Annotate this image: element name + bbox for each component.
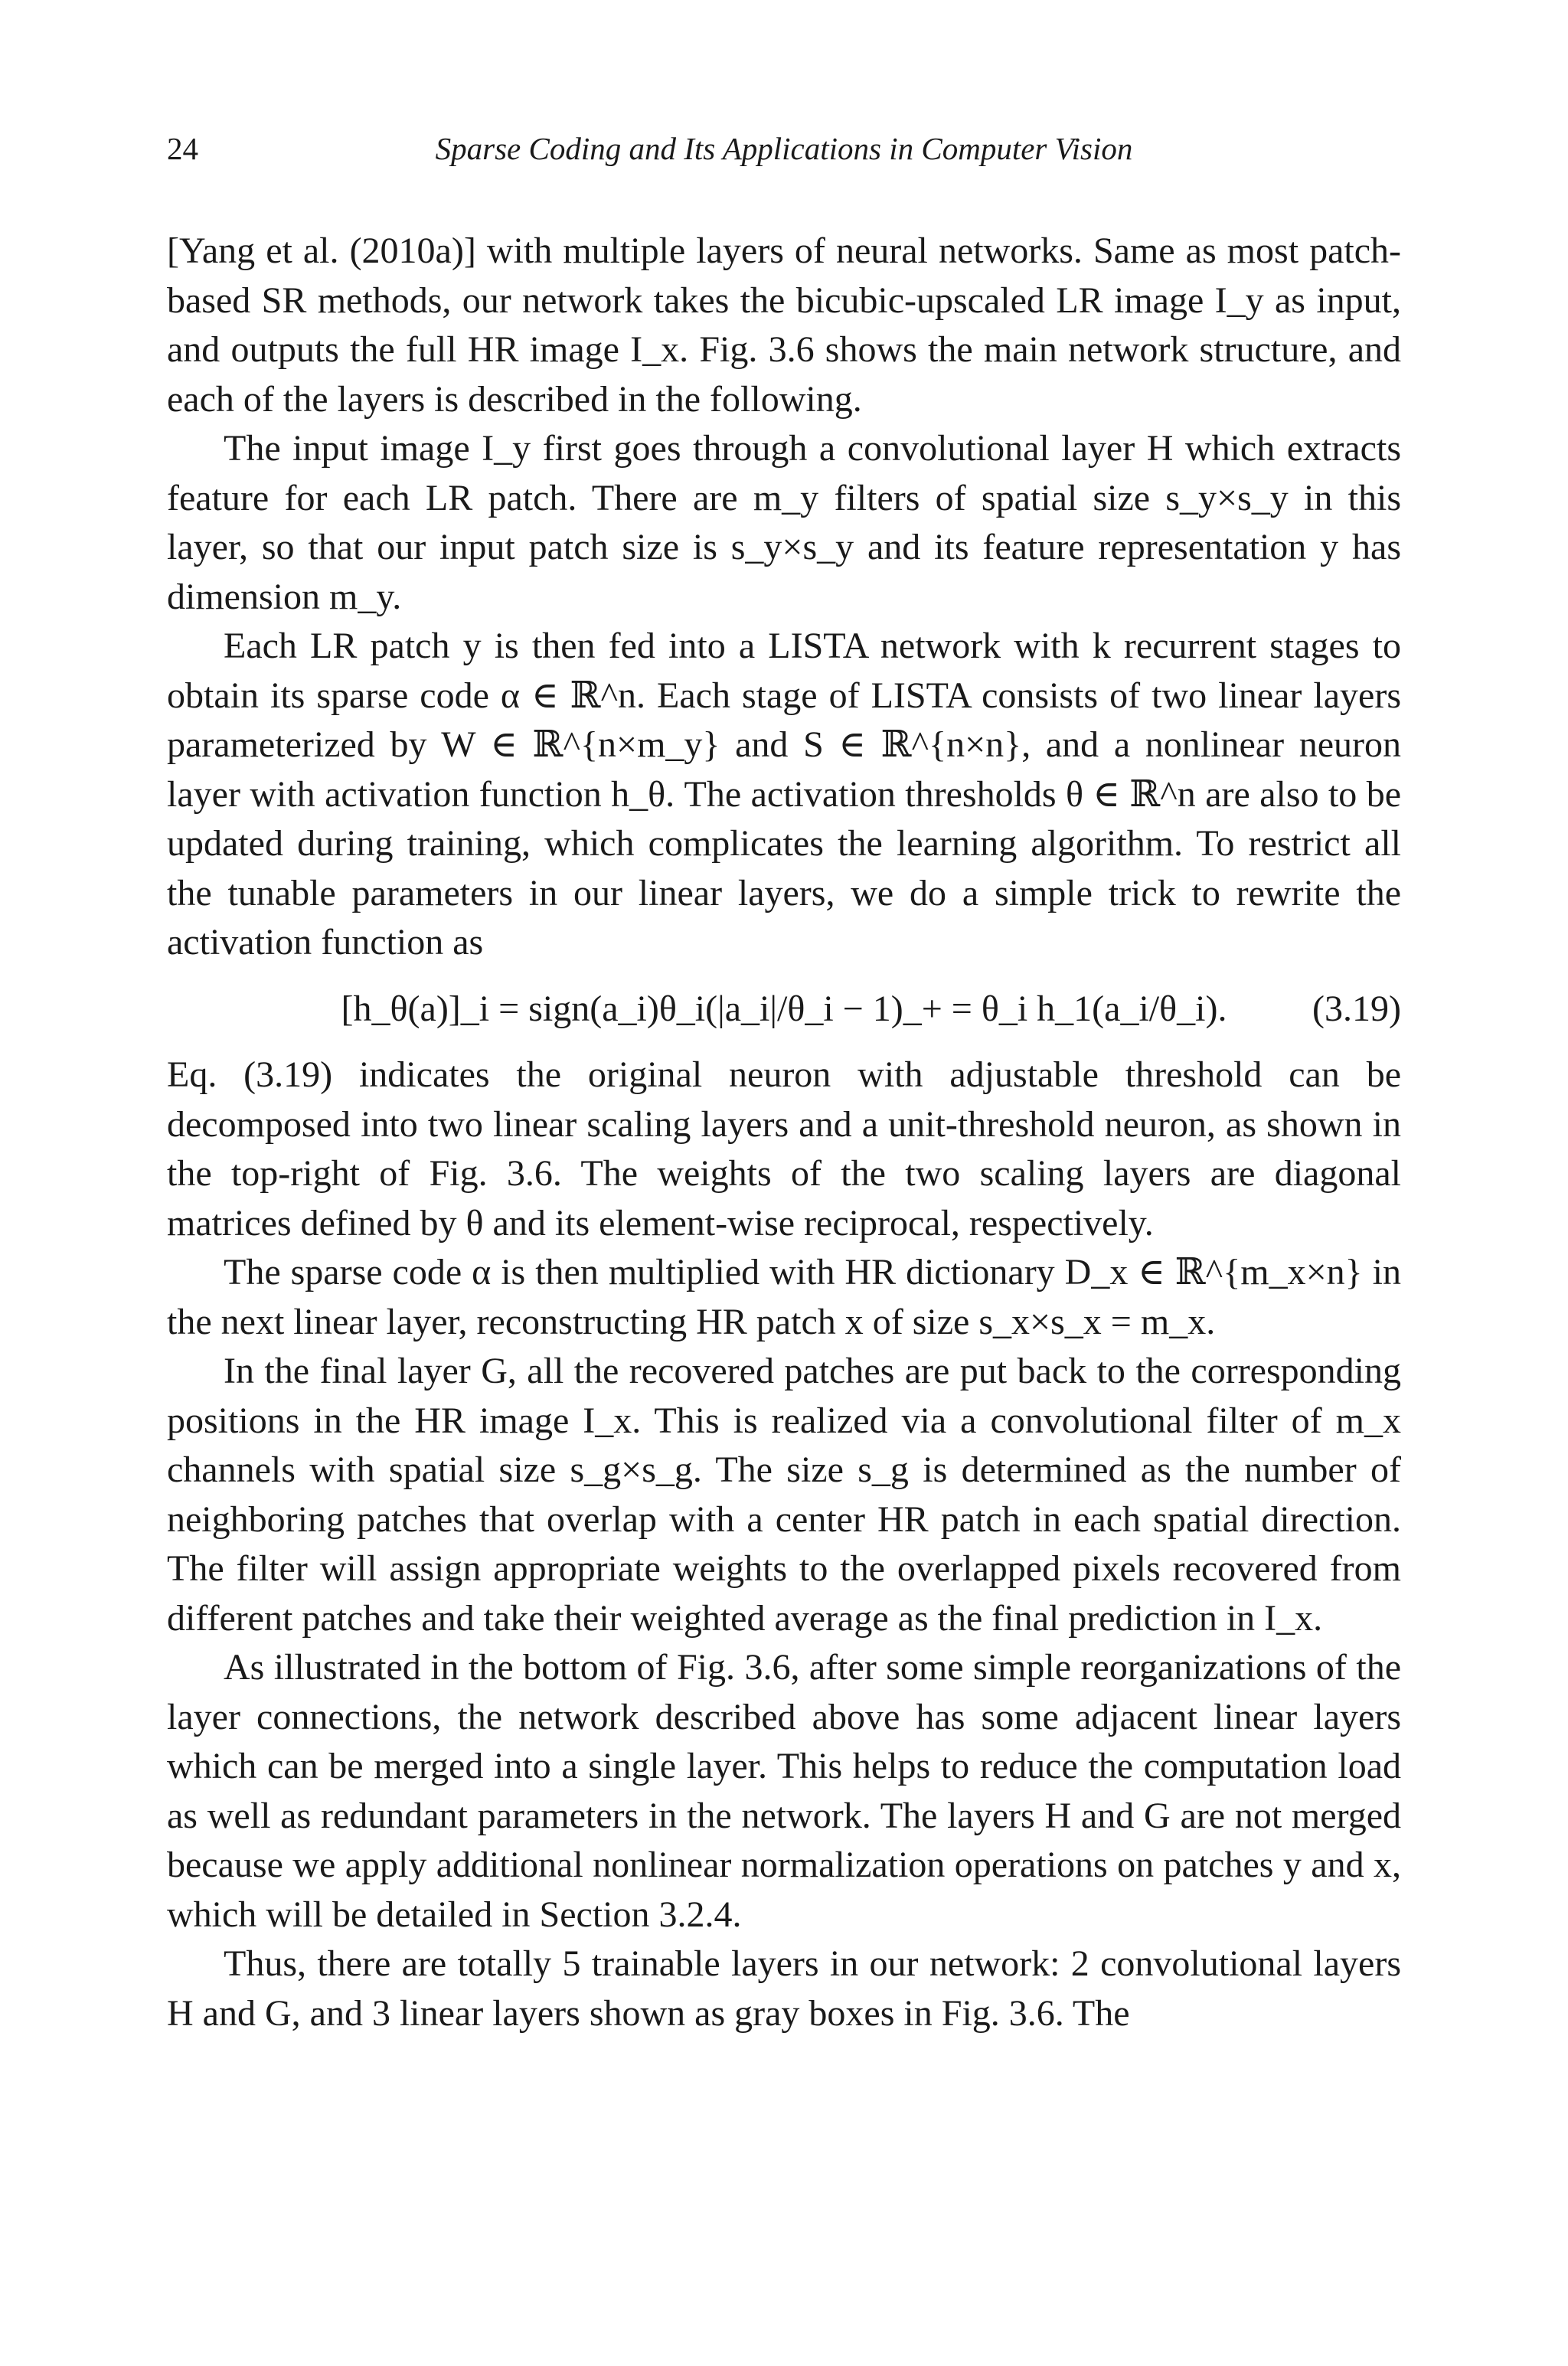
paragraph-6: In the final layer G, all the recovered patches are put back to the corresponding positions in the HR image I_x. This is realized via a convolutional filter of m_x channels with spatial size s_g×s_g. The size s_g is determined as the number of neighboring patches that overlap with a center HR patch in each spatial direction. The filter will assign appropriate weights to the overlapped pixels recovered from different patches and take their weighted average as the final prediction in I_x. [167, 1351, 1401, 1639]
page-number: 24 [167, 131, 198, 166]
paragraph-1: [Yang et al. (2010a)] with multiple layers of neural networks. Same as most patch-based SR methods, our network takes the bicubic-upscaled LR image I_y as input, and outputs the full HR image I_x. Fig. 3.6 shows the main network structure, and each of the layers is described in the following. [167, 230, 1401, 420]
paragraph-8: Thus, there are totally 5 trainable layers in our network: 2 convolutional layers H and G, and 3 linear layers shown as gray boxes in Fig. 3.6. The [167, 1943, 1401, 2034]
paragraph-7: As illustrated in the bottom of Fig. 3.6, after some simple reorganizations of the layer connections, the network described above has some adjacent linear layers which can be merged into a single layer. This helps to reduce the computation load as well as redundant parameters in the network. The layers H and G are not merged because we apply additional nonlinear normalization operations on patches y and x, which will be detailed in Section 3.2.4. [167, 1647, 1401, 1935]
paragraph-4: Eq. (3.19) indicates the original neuron with adjustable threshold can be decomposed into two linear scaling layers and a unit-threshold neuron, as shown in the top-right of Fig. 3.6. The weights of the two scaling layers are diagonal matrices defined by θ and its element-wise reciprocal, respectively. [167, 1054, 1401, 1243]
equation-3-19 [167, 985, 1401, 1034]
equation-body: [h_θ(a)]_i = sign(a_i)θ_i(|a_i|/θ_i − 1)_+ = θ_i h_1(a_i/θ_i). [341, 988, 1227, 1029]
paragraph-2: The input image I_y first goes through a convolutional layer H which extracts feature for each LR patch. There are m_y filters of spatial size s_y×s_y in this layer, so that our input patch size is s_y×s_y and its feature representation y has dimension m_y. [167, 428, 1401, 617]
running-title: Sparse Coding and Its Applications in Computer Vision [435, 131, 1133, 166]
equation-number: (3.19) [1312, 988, 1401, 1029]
body-text [167, 227, 1401, 2038]
page-header [167, 126, 1401, 172]
paragraph-3: Each LR patch y is then fed into a LISTA network with k recurrent stages to obtain its sparse code α ∈ ℝ^n. Each stage of LISTA consists of two linear layers parameterized by W ∈ ℝ^{n×m_y} and S ∈ ℝ^{n×n}, and a nonlinear neuron layer with activation function h_θ. The activation thresholds θ ∈ ℝ^n are also to be updated during training, which complicates the learning algorithm. To restrict all the tunable parameters in our linear layers, we do a simple trick to rewrite the activation function as [167, 626, 1401, 962]
paragraph-5: The sparse code α is then multiplied with HR dictionary D_x ∈ ℝ^{m_x×n} in the next linear layer, reconstructing HR patch x of size s_x×s_x = m_x. [167, 1252, 1401, 1342]
